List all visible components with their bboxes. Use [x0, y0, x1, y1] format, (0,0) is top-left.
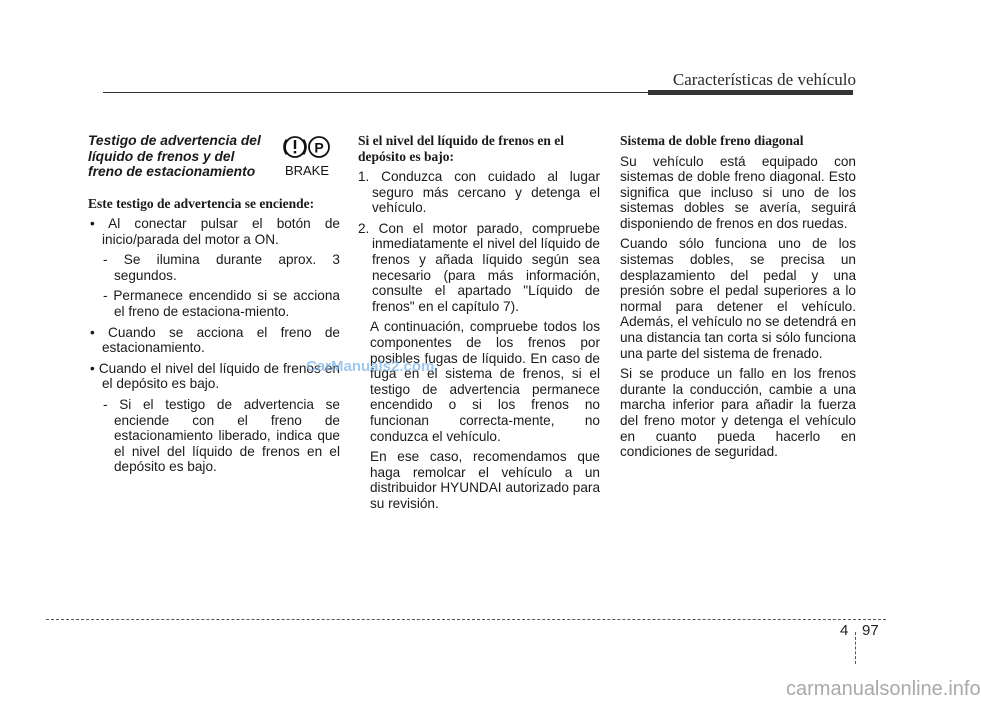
column-1	[88, 133, 340, 480]
sub-item: - Si el testigo de advertencia se enciende con el freno de estacionamiento liberado, indica que el nivel del líquido de frenos en el depósito es bajo.	[103, 396, 340, 475]
header-bar	[648, 90, 853, 95]
paragraph: Su vehículo está equipado con sistemas de doble freno diagonal. Esto significa que incluso si uno de los sistemas dobles se avería, seguirá disponiendo de frenos en dos ruedas.	[620, 153, 856, 231]
chapter-number: 4	[840, 622, 849, 639]
page-number: 97	[862, 622, 879, 639]
bullet-item: • Cuando el nivel del líquido de frenos en el depósito es bajo.	[90, 360, 340, 392]
footer-rule	[46, 619, 886, 620]
bullet-item: • Al conectar pulsar el botón de inicio/parada del motor a ON.	[90, 216, 340, 247]
numbered-item: 1. Conduzca con cuidado al lugar seguro más cercano y detenga el vehículo.	[358, 169, 600, 216]
paragraph: Si se produce un fallo en los frenos durante la conducción, cambie a una marcha inferior para añadir la fuerza del freno motor y detenga el vehículo en cuanto pueda hacerlo en condiciones de seguridad.	[620, 366, 856, 460]
site-watermark: carmanualsonline.info	[786, 678, 981, 700]
sub-item: - Permanece encendido si se acciona el freno de estaciona-miento.	[103, 288, 340, 319]
numbered-item: 2. Con el motor parado, compruebe inmediatamente el nivel del líquido de frenos y añada líquido según sea necesario (para más información, consulte el apartado "Líquido de frenos" en el capítulo 7).	[358, 220, 600, 314]
section-heading: Este testigo de advertencia se enciende:	[88, 195, 315, 211]
section-title: Testigo de advertencia del líquido de frenos y del freno de estacionamiento	[88, 133, 261, 179]
watermark-overlay: CarManuals2.com	[306, 358, 435, 375]
chapter-title: Características de vehículo	[672, 70, 856, 89]
brake-icon-label: BRAKE	[284, 163, 330, 178]
paragraph: En ese caso, recomendamos que haga remolcar el vehículo a un distribuidor HYUNDAI autorizado para su revisión.	[370, 449, 600, 511]
section-heading: Sistema de doble freno diagonal	[620, 133, 804, 148]
brake-warning-icon	[281, 133, 333, 179]
svg-text:P: P	[314, 139, 324, 156]
column-2	[358, 133, 600, 516]
sub-item: - Se ilumina durante aprox. 3 segundos.	[103, 252, 340, 283]
section-heading: Si el nivel del líquido de frenos en el depósito es bajo:	[358, 133, 565, 164]
column-3	[620, 133, 856, 465]
footer-divider	[855, 632, 856, 664]
paragraph: Cuando sólo funciona uno de los sistemas dobles, se precisa un desplazamiento del pedal y una presión sobre el pedal superiores a lo normal para detener el vehículo. Además, el vehículo no se detendrá en una distancia tan corta si sólo funciona una parte del sistema de frenado.	[620, 236, 856, 361]
bullet-item: • Cuando se acciona el freno de estacionamiento.	[90, 324, 340, 356]
paragraph: A continuación, compruebe todos los componentes de los frenos por posibles fugas de líquido. En caso de fuga en el sistema de frenos, si el testigo de advertencia permanece encendido o si los frenos no funcionan correcta-mente, no conduzca el vehículo.	[370, 319, 600, 444]
